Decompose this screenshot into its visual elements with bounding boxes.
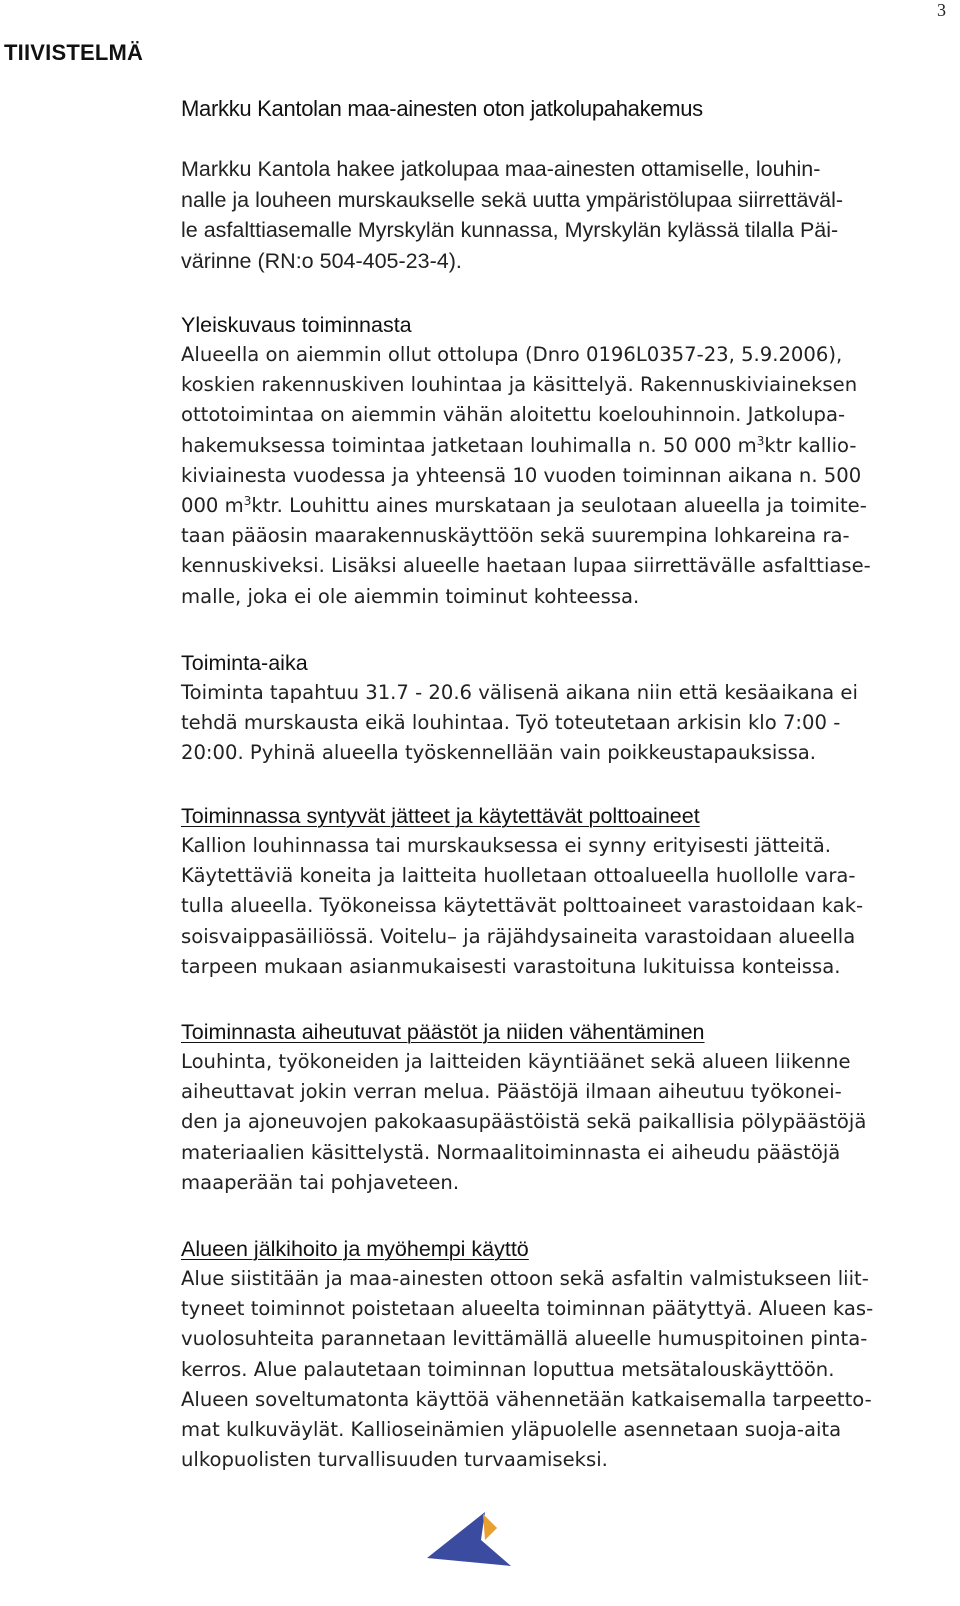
text-line: värinne (RN:o 504-405-23-4). [181,248,462,273]
section-label: TIIVISTELMÄ [4,40,144,65]
superscript: 3 [243,494,252,509]
superscript: 3 [756,433,765,448]
section-heading: Toiminnasta aiheutuvat päästöt ja niiden vähentäminen [181,1020,705,1044]
section-body [181,678,951,769]
text-line: Markku Kantola hakee jatkolupaa maa-ainesten ottamiselle, louhin- [181,157,821,181]
section-body [181,1047,951,1198]
text-line: Alueella on aiemmin ollut ottolupa (Dnro 0196L0357-23, 5.9.2006), [181,343,843,366]
text-line: kiviainesta vuodessa ja yhteensä 10 vuoden toiminnan aikana n. 500 [181,463,862,487]
text-segment: 000 m [181,494,244,518]
text-line: le asfalttiasemalle Myrskylän kunnassa, Myrskylän kylässä tilalla Päi- [181,218,839,242]
text-line: vuolosuhteita parannetaan levittämällä alueelle humuspitoinen pinta- [181,1327,868,1351]
section-heading: Toiminnassa syntyvät jätteet ja käytettävät polttoaineet [181,804,700,828]
text-line: tarpeen mukaan asianmukaisesti varastoituna lukituissa konteissa. [181,954,841,978]
text-line: kerros. Alue palautetaan toiminnan loputtua metsätalouskäyttöön. [181,1357,835,1381]
company-logo-icon [425,1506,525,1576]
section-body [181,340,951,612]
text-line [181,431,951,461]
text-line: tulla alueella. Työkoneissa käytettävät polttoaineet varastoidaan kak- [181,894,864,918]
text-line: kennuskiveksi. Lisäksi alueelle haetaan lupaa siirrettävälle asfalttiase- [181,554,871,578]
section-overview [181,310,951,612]
text-line: koskien rakennuskiven louhintaa ja käsittelyä. Rakennuskiviaineksen [181,373,858,397]
text-line: den ja ajoneuvojen pakokaasupäästöistä sekä paikallisia pölypäästöjä [181,1110,867,1134]
text-line: maaperään tai pohjaveteen. [181,1170,460,1194]
logo-blue-shape [427,1512,511,1566]
document-title: Markku Kantolan maa-ainesten oton jatkolupahakemus [181,96,703,121]
text-line: 20:00. Pyhinä alueella työskennellään vain poikkeustapauksissa. [181,741,817,765]
text-line: Toiminta tapahtuu 31.7 - 20.6 välisenä aikana niin että kesäaikana ei [181,681,858,704]
intro-paragraph [181,154,951,276]
text-line: aiheuttavat jokin verran melua. Päästöjä ilmaan aiheutuu työkonei- [181,1080,842,1104]
logo-orange-shape [483,1514,497,1540]
section-waste [181,801,951,982]
text-line: nalle ja louheen murskaukselle sekä uutta ympäristölupaa siirrettäväl- [181,187,844,212]
text-line: taan pääosin maarakennuskäyttöön sekä suurempina lohkareina ra- [181,524,850,548]
text-line: Käytettäviä koneita ja laitteita huolletaan ottoalueella huollolle vara- [181,864,856,888]
text-line: Kallion louhinnassa tai murskauksessa ei synny erityisesti jätteitä. [181,834,832,857]
text-line: Alue siistitään ja maa-ainesten ottoon sekä asfaltin valmistukseen liit- [181,1267,869,1290]
text-segment: ktr kallio- [764,433,857,457]
text-line [181,491,951,521]
text-line: ottotoimintaa on aiemmin vähän aloitettu koelouhinnoin. Jatkolupa- [181,403,846,427]
section-body [181,1264,951,1475]
section-heading: Toiminta-aika [181,651,308,675]
text-segment: hakemuksessa toimintaa jatketaan louhimalla n. 50 000 m [181,433,757,457]
text-line: ulkopuolisten turvallisuuden turvaamiseksi. [181,1448,608,1472]
section-emissions [181,1017,951,1198]
text-line: Louhinta, työkoneiden ja laitteiden käyntiäänet sekä alueen liikenne [181,1050,851,1073]
section-body [181,831,951,982]
section-aftercare [181,1234,951,1475]
section-operating-time [181,648,951,769]
page-number: 3 [937,0,946,20]
text-line: mat kulkuväylät. Kallioseinämien yläpuolelle asennetaan suoja-aita [181,1418,842,1442]
text-line: tyneet toiminnot poistetaan alueelta toiminnan päätyttyä. Alueen kas- [181,1297,874,1321]
text-line: soisvaippasäiliössä. Voitelu– ja räjähdysaineita varastoidaan alueella [181,924,856,948]
text-line: malle, joka ei ole aiemmin toiminut kohteessa. [181,584,640,608]
text-line: materiaalien käsittelystä. Normaalitoiminnasta ei aiheudu päästöjä [181,1140,841,1164]
section-heading: Yleiskuvaus toiminnasta [181,313,412,337]
text-line: tehdä murskausta eikä louhintaa. Työ toteutetaan arkisin klo 7:00 - [181,711,841,735]
text-line: Alueen soveltumatonta käyttöä vähennetään katkaisemalla tarpeetto- [181,1387,872,1411]
text-segment: ktr. Louhittu aines murskataan ja seulotaan alueella ja toimite- [251,494,867,518]
section-heading: Alueen jälkihoito ja myöhempi käyttö [181,1237,529,1261]
